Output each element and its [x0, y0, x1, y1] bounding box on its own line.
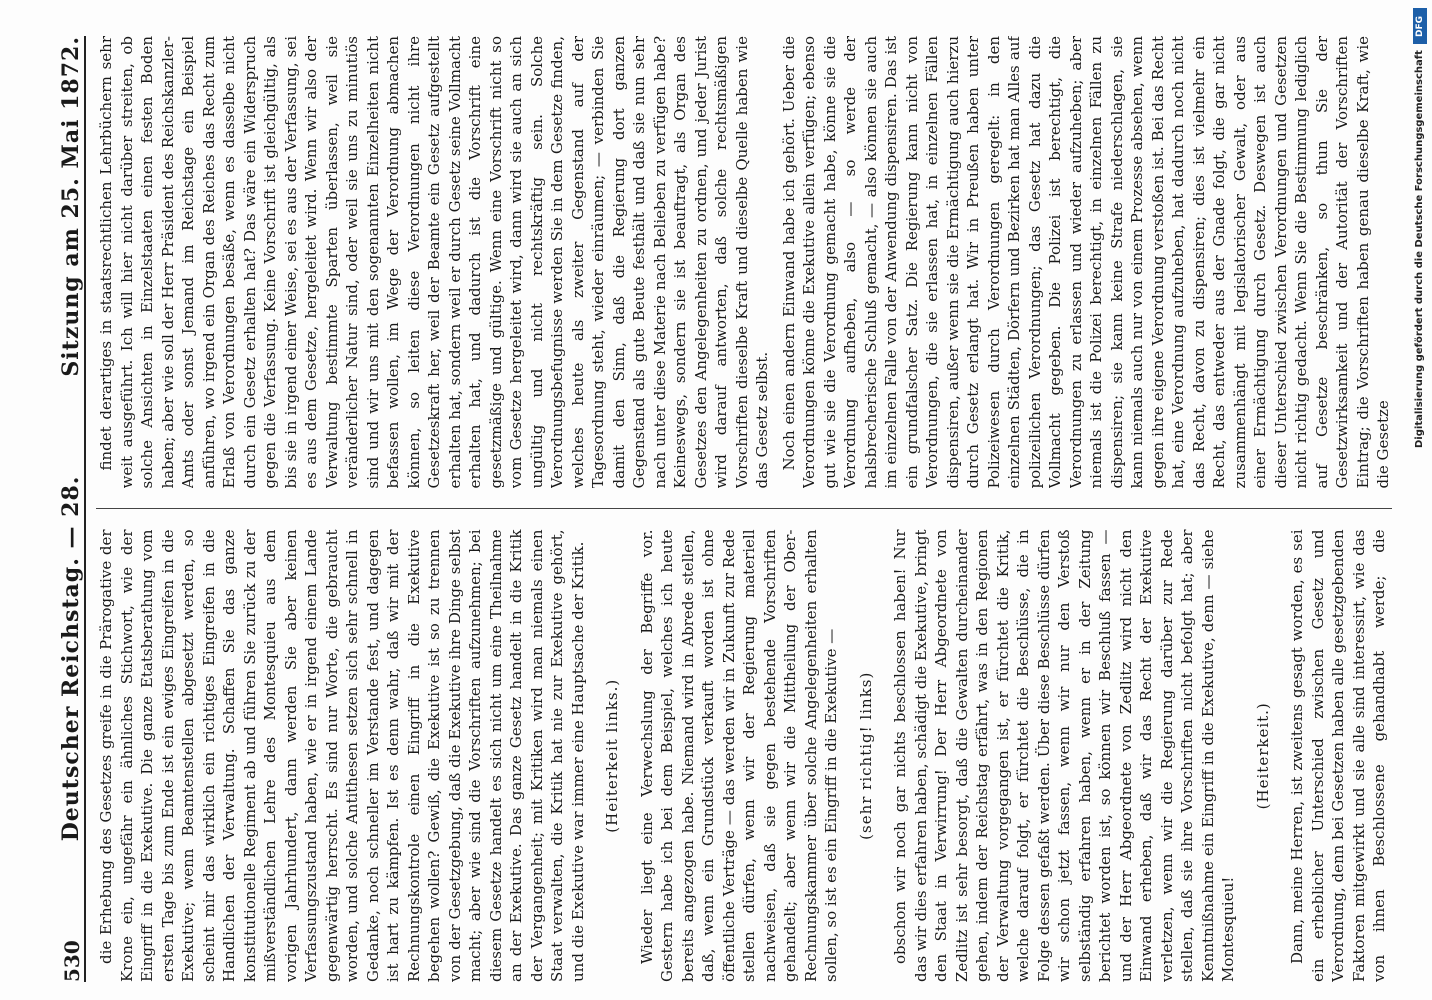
page-number: 530: [60, 940, 84, 982]
paragraph: findet derartiges in staatsrechtlichen Lehrbüchern sehr weit ausgeführt. Ich will hier nicht darüber streiten, ob solche Ansichten in Einzelstaaten einen festen Boden haben; aber wie soll der Herr Präsident des Reichskanzler-Amts oder sonst Jemand im Reichstage ein Beispiel anführen, wo irgend ein Organ des Reiches das Recht zum Erlaß von Verordnungen besäße, wenn es dasselbe nicht durch ein Gesetz erhalten hat? Das wäre ein Widerspruch gegen die Verfassung. Keine Vorschrift ist gleichgültig, als bis sie in irgend einer Weise, sei es aus der Verfassung, sei es aus dem Gesetze, hergeleitet wird. Wenn wir also der Verwaltung bestimmte Sparten überlassen, weil sie veränderlicher Natur sind, oder weil sie uns zu minutiös sind und wir uns mit den sogenannten Einzelheiten nicht befassen wollen, im Wege der Verordnung abmachen können, so leiten diese Verordnungen nicht ihre Gesetzeskraft her, weil der Beamte ein Gesetz aufgestellt erhalten hat, sondern weil er durch Gesetz seine Vollmacht erhalten hat, und dadurch ist die Vorschrift eine gesetzmäßige und gültige. Wenn eine Vorschrift nicht so vom Gesetze hergeleitet wird, dann wird sie auch an sich ungültig und nicht rechtskräftig sein. Solche Verordnungsbefugnisse werden Sie in dem Gesetze finden, welches heute als zweiter Gegenstand auf der Tagesordnung steht, wieder einräumen; — verbinden Sie damit den Sinn, daß die Regierung dort ganzen Gegenstand als gute Beute festhält und daß sie nun sehr nach unter diese Materie nach Belieben zu verfügen habe? Keineswegs, sondern sie ist beauftragt, als Organ des Gesetzes den Angelegenheiten zu ordnen, und jeder Jurist wird darauf antworten, daß solche rechtsmäßigen Vorschriften dieselbe Kraft und dieselbe Quelle haben wie das Gesetz selbst.: [97, 36, 771, 489]
paragraph: die Erhebung des Gesetzes greife in die Prärogative der Krone ein, ungefähr ein ähnliches Stichwort, wie der Eingriff in die Exekutive. Die ganze Etatsberathung vom ersten Tage bis zum Ende ist ein ewiges Eingreifen in die Exekutive; wenn Beamtenstellen abgesetzt werden, so scheint mir das wirklich ein richtiges Eingreifen in die Handlichen der Verwaltung. Schaffen Sie das ganze konstitutionelle Regiment ab und führen Sie zurück zu der mißverständlichen Lehre des Montesquieu aus dem vorigen Jahrhundert, dann werden Sie aber keinen Verfassungszustand haben, wie er in irgend einem Lande gegenwärtig herrscht. Es sind nur Worte, die gebraucht worden, und solche Antithesen setzen sich sehr schnell in Gedanke, noch schneller im Verstande fest, und dagegen ist hart zu kämpfen. Ist es denn wahr, daß wir mit der Rechnungskontrole einen Eingriff in die Exekutive begehen wollen? Gewiß, die Exekutive ist so zu trennen von der Gesetzgebung, daß die Exekutive ihre Dinge selbst macht; aber wie sind die Vorschriften aufzunehmen; bei diesem Gesetze handelt es sich nicht um eine Theilnahme an der Exekutive. Das ganze Gesetz handelt in die Kritik der Vergangenheit; mit Kritiken wird man niemals einen Staat verwalten, die Kritik hat nie zur Exekutive gehört, und die Exekutive war immer eine Hauptsache der Kritik.: [97, 529, 587, 982]
paragraph: obschon wir noch gar nichts beschlossen haben! Nur das wir dies erfahren haben, schädigt die Exekutive, bringt den Staat in Verwirrung! Der Herr Abgeordnete von Zedlitz ist sehr besorgt, daß die Gewalten durcheinander gehen, indem der Reichstag erfährt, was in den Regionen der Verwaltung vorgegangen ist, er fürchtet die Kritik, welche darauf folgt, er fürchtet die Beschlüsse, die in Folge dessen gefaßt werden. Über diese Beschlüsse dürfen wir schon jetzt fassen, wenn wir nur den Verstoß selbständig erfahren haben, wenn er in der Zeitung berichtet worden ist, so können wir Beschluß fassen — und der Herr Abgeordnete von Zedlitz wird nicht den Einwand erheben, daß wir das Recht der Exekutive verletzen, wenn wir die Regierung darüber zur Rede stellen, daß sie ihre Vorschriften nicht befolgt hat; aber Kenntnißnahme ein Eingriff in die Exekutive, denn — siehe Montesquieu!: [891, 529, 1237, 982]
running-title-left: Deutscher Reichstag. — 28.: [58, 475, 84, 842]
paragraph: Dann, meine Herren, ist zweitens gesagt worden, es sei ein erheblicher Unterschied zwischen Gesetz und Verordnung, denn bei Gesetzen haben alle gesetzgebenden Faktoren mitgewirkt und sie alle sind interessirt, wie das von ihnen Beschlossene gehandhabt werde; die: [1288, 529, 1388, 982]
dfg-logo: DFG: [1413, 8, 1427, 44]
text-column-right: [96, 36, 1392, 489]
text-columns: [96, 36, 1392, 982]
interjection: (Heiterkeit links.): [603, 678, 621, 833]
text-column-left: [96, 530, 1392, 983]
running-title-right: Sitzung am 25. Mai 1872.: [58, 36, 84, 377]
interjection: (Heiterkeit.): [1253, 702, 1272, 810]
paragraph: Wieder liegt eine Verwechslung der Begriffe vor. Gestern habe ich bei dem Beispiel, welches ich heute bereits angezogen habe. Niemand wird in Abrede stellen, daß, wenn ein Grundstück verkauft worden ist ohne öffentliche Verträge — das werden wir in Zukunft zur Rede stellen dürfen, wenn wir der Regierung materiell nachweisen, daß sie gegen bestehende Vorschriften gehandelt; aber wenn wir die Mittheilung der Ober-Rechnungskammer über solche Angelegenheiten erhalten sollen, so ist es ein Eingriff in die Exekutive —: [637, 529, 840, 982]
column-divider: [96, 509, 1392, 510]
paragraph: Noch einen andern Einwand habe ich gehört. Ueber die Verordnungen könne die Exekutive allein verfügen; ebenso gut wie sie die Verordnung gemacht habe, könne sie die Verordnung aufheben, also — so werde der halsbrecherische Schluß gemacht, — also können sie auch im einzelnen Falle von der Anwendung dispensiren. Das ist ein grundfalscher Satz. Die Regierung kann nicht von Verordnungen, die sie erlassen hat, in einzelnen Fällen dispensiren, außer wenn sie die Ermächtigung auch hierzu durch Gesetz erlangt hat. Wir in Preußen haben unter Polizeiwesen durch Verordnungen geregelt: in den einzelnen Städten, Dörfern und Bezirken hat man Alles auf polizeilichen Verordnungen; das Gesetz hat dazu die Vollmacht gegeben. Die Polizei ist berechtigt, die Verordnungen zu erlassen und wieder aufzuheben; aber niemals ist die Polizei berechtigt, in einzelnen Fällen zu dispensiren; sie kann keine Strafe niederschlagen, sie kann niemals auch nur von einem Prozesse absehen, wenn gegen ihre eigene Verordnung verstoßen ist. Bei das Recht hat, eine Verordnung aufzuheben, hat dadurch noch nicht das Recht, davon zu dispensiren; dies ist vielmehr ein Recht, das entweder aus der Gnade folgt, die gar nicht zusammenhängt mit legislatorischer Gewalt, oder aus einer Ermächtigung durch Gesetz. Deswegen ist auch dieser Unterschied zwischen Verordnungen und Gesetzen nicht richtig gedacht. Wenn Sie die Bestimmung lediglich auf Gesetze beschränken, so thun Sie der Gesetzwirksamkeit und der Autorität der Vorschriften Eintrag; die Vorschriften haben genau dieselbe Kraft, wie die Gesetze: [779, 36, 1392, 489]
digitization-credit: Digitalisierung gefördert durch die Deutsche Forschungsgemeinschaft: [1414, 50, 1425, 448]
page-header: [44, 36, 86, 982]
interjection: (sehr richtig! links): [856, 671, 875, 840]
